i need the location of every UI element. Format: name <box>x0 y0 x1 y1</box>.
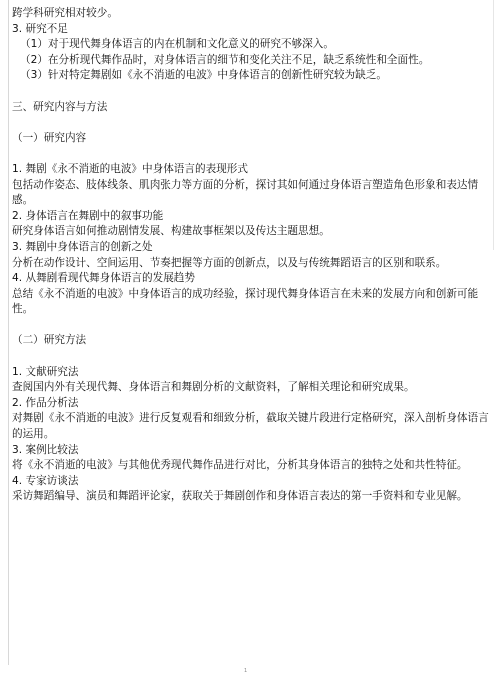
content-item-title-4: 4. 从舞剧看现代舞身体语言的发展趋势 <box>12 272 195 285</box>
method-item-body-4: 采访舞蹈编导、演员和舞蹈评论家，获取关于舞剧创作和身体语言表达的第一手资料和专业见解。 <box>12 490 468 503</box>
content-item-body-2: 研究身体语言如何推动剧情发展、构建故事框架以及传达主题思想。 <box>12 225 330 238</box>
method-item-title-2: 2. 作品分析法 <box>12 396 79 409</box>
method-heading: （二）研究方法 <box>12 334 87 347</box>
section-heading-3: 三、研究内容与方法 <box>12 100 108 113</box>
gap-item-2: （2）在分析现代舞作品时，对身体语言的细节和变化关注不足，缺乏系统性和全面性。 <box>20 53 430 66</box>
method-item-body-3: 将《永不消逝的电波》与其他优秀现代舞作品进行对比，分析其身体语言的独特之处和共性特征。 <box>12 459 468 472</box>
paragraph-line: 跨学科研究相对较少。 <box>12 7 118 19</box>
content-item-title-1: 1. 舞剧《永不消逝的电波》中身体语言的表现形式 <box>12 162 248 175</box>
gap-item-3: （3）针对特定舞剧如《永不消逝的电波》中身体语言的创新性研究较为缺乏。 <box>20 69 387 82</box>
method-item-body-2: 对舞剧《永不消逝的电波》进行反复观看和细致分析，截取关键片段进行定格研究，深入剖析身体语言的运用。 <box>12 412 489 441</box>
method-item-title-4: 4. 专家访谈法 <box>12 474 79 487</box>
method-item-title-1: 1. 文献研究法 <box>12 365 79 378</box>
right-margin-line <box>493 0 494 250</box>
method-item-body-1: 查阅国内外有关现代舞、身体语言和舞剧分析的文献资料，了解相关理论和研究成果。 <box>12 381 415 394</box>
content-heading: （一）研究内容 <box>12 131 87 144</box>
content-item-title-3: 3. 舞剧中身体语言的创新之处 <box>12 240 153 253</box>
content-item-body-4: 总结《永不消逝的电波》中身体语言的成功经验，探讨现代舞身体语言在未来的发展方向和创新可能性。 <box>12 287 479 316</box>
subheading-research-gaps: 3. 研究不足 <box>12 22 68 35</box>
document-body <box>12 6 490 505</box>
page-number: 1 <box>244 668 248 674</box>
gap-item-1: （1）对于现代舞身体语言的内在机制和文化意义的研究不够深入。 <box>20 38 334 51</box>
content-item-body-1: 包括动作姿态、肢体线条、肌肉张力等方面的分析，探讨其如何通过身体语言塑造角色形象和表达情感。 <box>12 178 479 207</box>
content-item-body-3: 分析在动作设计、空间运用、节奏把握等方面的创新点，以及与传统舞蹈语言的区别和联系。 <box>12 256 447 269</box>
method-item-title-3: 3. 案例比较法 <box>12 443 79 456</box>
left-margin-line <box>8 0 9 665</box>
content-item-title-2: 2. 身体语言在舞剧中的叙事功能 <box>12 209 164 222</box>
